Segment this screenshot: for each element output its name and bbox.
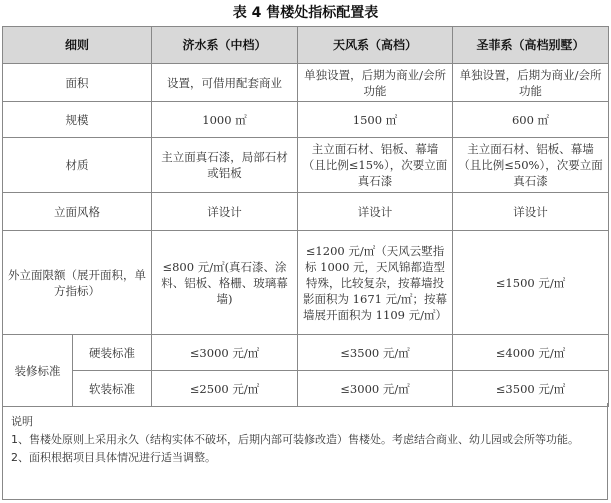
table-row [3, 371, 609, 407]
row-label-style: 立面风格 [3, 193, 152, 231]
row-label-area: 面积 [3, 64, 152, 102]
cell-soft-jishui: ≤2500 元/㎡ [152, 371, 298, 407]
header-row [3, 27, 609, 64]
header-tianfeng: 天风系（高档） [298, 27, 453, 64]
cell-area-shengfei: 单独设置，后期为商业/会所功能 [453, 64, 609, 102]
table-row [3, 64, 609, 102]
cell-material-jishui: 主立面真石漆，局部石材或铝板 [152, 138, 298, 193]
header-item: 细则 [3, 27, 152, 64]
row-label-hard: 硬装标准 [73, 335, 152, 371]
cell-material-shengfei: 主立面石材、铝板、幕墙（且比例≤50%），次要立面真石漆 [453, 138, 609, 193]
cell-style-tianfeng: 详设计 [298, 193, 453, 231]
cell-facade-tianfeng: ≤1200 元/㎡（天风云墅指标 1000 元，天风锦都造型特殊，比较复杂，按幕墙投影面积为 1671 元/㎡；按幕墙展开面积为 1109 元/㎡） [298, 231, 453, 335]
row-label-decoration: 装修标准 [3, 335, 73, 407]
cell-hard-shengfei: ≤4000 元/㎡ [453, 335, 609, 371]
header-jishui: 济水系（中档） [152, 27, 298, 64]
row-label-scale: 规模 [3, 102, 152, 138]
table-row [3, 231, 609, 335]
notes-heading: 说明 [11, 415, 33, 428]
table-row [3, 193, 609, 231]
row-label-material: 材质 [3, 138, 152, 193]
cell-style-jishui: 详设计 [152, 193, 298, 231]
header-shengfei: 圣菲系（高档别墅） [453, 27, 609, 64]
cell-hard-jishui: ≤3000 元/㎡ [152, 335, 298, 371]
row-label-soft: 软装标准 [73, 371, 152, 407]
cell-facade-shengfei: ≤1500 元/㎡ [453, 231, 609, 335]
table-row [3, 335, 609, 371]
sales-office-spec-table [2, 26, 609, 407]
cell-hard-tianfeng: ≤3500 元/㎡ [298, 335, 453, 371]
notes-line-2: 2、面积根据项目具体情况进行适当调整。 [11, 451, 216, 464]
row-label-facade: 外立面限额（展开面积，单方指标） [3, 231, 152, 335]
cell-soft-tianfeng: ≤3000 元/㎡ [298, 371, 453, 407]
cell-area-tianfeng: 单独设置，后期为商业/会所功能 [298, 64, 453, 102]
table-title: 表 4 售楼处指标配置表 [232, 5, 379, 21]
cell-soft-shengfei: ≤3500 元/㎡ [453, 371, 609, 407]
cell-scale-shengfei: 600 ㎡ [453, 102, 609, 138]
table-row [3, 102, 609, 138]
cell-style-shengfei: 详设计 [453, 193, 609, 231]
notes-box [2, 403, 608, 500]
cell-scale-tianfeng: 1500 ㎡ [298, 102, 453, 138]
cell-material-tianfeng: 主立面石材、铝板、幕墙（且比例≤15%），次要立面真石漆 [298, 138, 453, 193]
cell-area-jishui: 设置，可借用配套商业 [152, 64, 298, 102]
cell-facade-jishui: ≤800 元/㎡(真石漆、涂料、铝板、格栅、玻璃幕墙) [152, 231, 298, 335]
table-row [3, 138, 609, 193]
notes-line-1: 1、售楼处原则上采用永久（结构实体不破坏，后期内部可装修改造）售楼处。考虑结合商业、幼儿园或会所等功能。 [11, 433, 579, 446]
cell-scale-jishui: 1000 ㎡ [152, 102, 298, 138]
